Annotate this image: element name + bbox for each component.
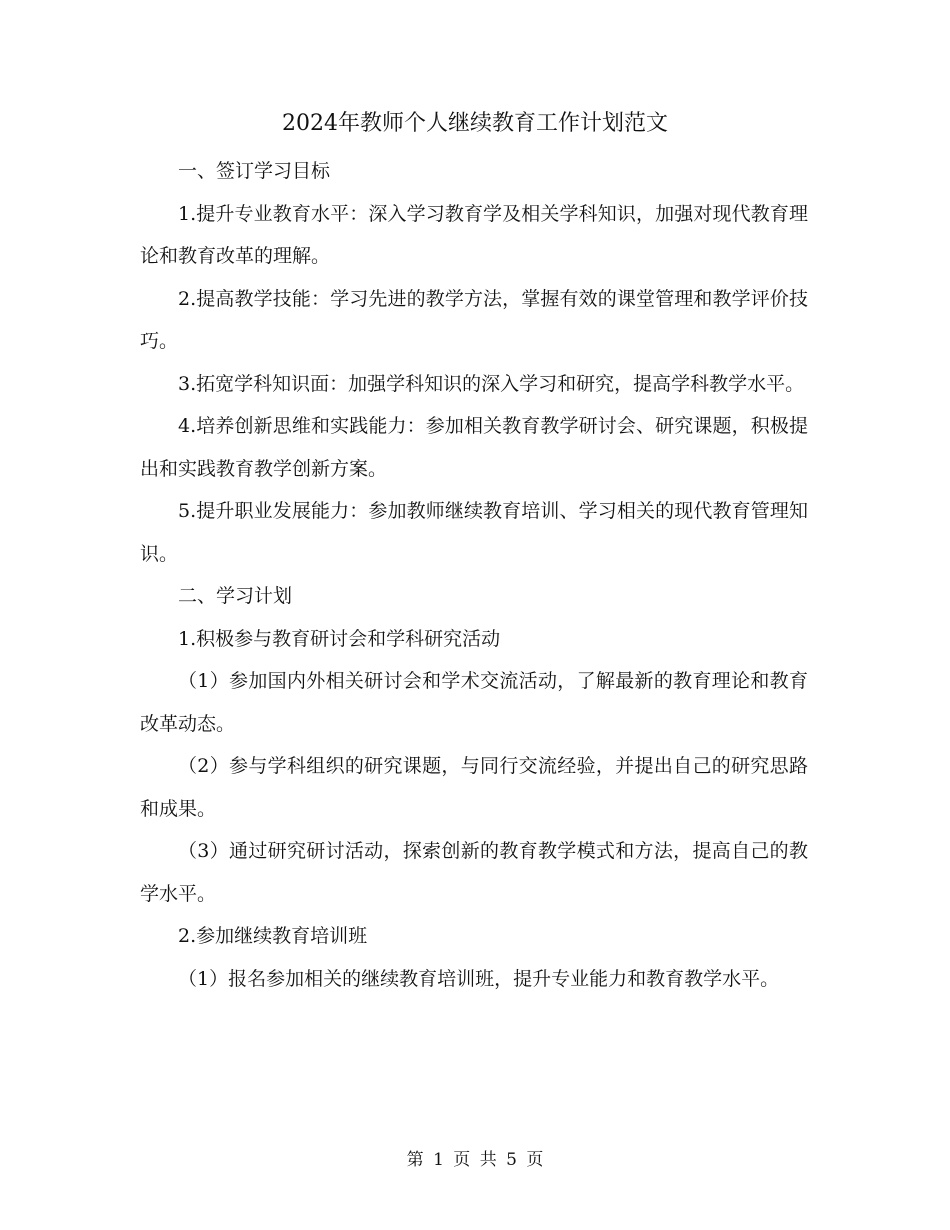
paragraph: （1）报名参加相关的继续教育培训班，提升专业能力和教育教学水平。 [178, 967, 780, 990]
paragraph: 4.培养创新思维和实践能力：参加相关教育教学研讨会、研究课题，积极提出和实践教育教学创新方案。 [140, 415, 808, 480]
paragraph: （3）通过研究研讨活动，探索创新的教育教学模式和方法，提高自己的教学水平。 [140, 840, 808, 905]
subsection-heading: 1.积极参与教育研讨会和学科研究活动 [178, 627, 501, 650]
paragraph: 2.提高教学技能：学习先进的教学方法，掌握有效的课堂管理和教学评价技巧。 [140, 287, 808, 352]
document-title: 2024年教师个人继续教育工作计划范文 [282, 111, 668, 136]
subsection-heading: 2.参加继续教育培训班 [178, 925, 368, 947]
section-heading: 二、学习计划 [178, 585, 293, 607]
paragraph: 1.提升专业教育水平：深入学习教育学及相关学科知识，加强对现代教育理论和教育改革的理解。 [140, 202, 808, 267]
page-footer: 第 1 页 共 5 页 [406, 1150, 544, 1170]
paragraph: （2）参与学科组织的研究课题，与同行交流经验，并提出自己的研究思路和成果。 [140, 755, 808, 820]
paragraph: 3.拓宽学科知识面：加强学科知识的深入学习和研究，提高学科教学水平。 [178, 372, 805, 395]
document-body [140, 150, 808, 1000]
paragraph: （1）参加国内外相关研讨会和学术交流活动，了解最新的教育理论和教育改革动态。 [140, 670, 808, 735]
section-heading: 一、签订学习目标 [178, 160, 331, 182]
paragraph: 5.提升职业发展能力：参加教师继续教育培训、学习相关的现代教育管理知识。 [140, 500, 808, 565]
